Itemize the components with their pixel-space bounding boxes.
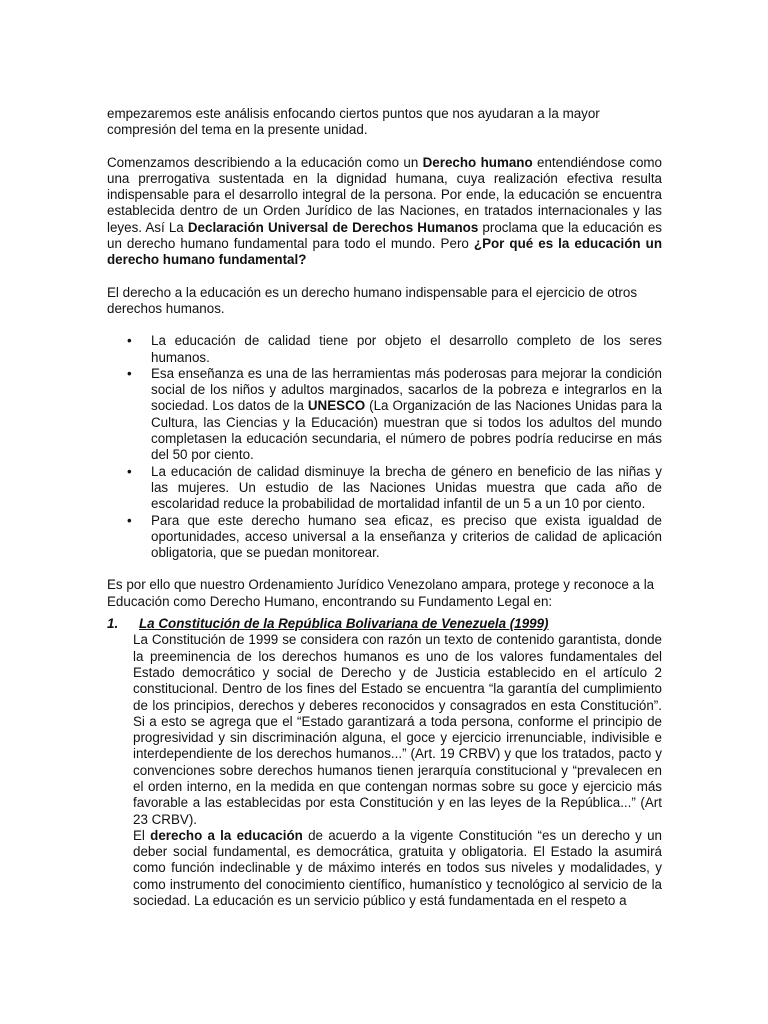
bullet-icon: • <box>127 463 132 479</box>
education-human-right-paragraph: Comenzamos describiendo a la educación como un Derecho humano entendiéndose como una prerrogativa sustentada en la dignidad humana, cuya realización efectiva resulta indispensable para el desarrollo integral de la persona. Por ende, la educación se encuentra establecida dentro de un Orden Jurídico de las Naciones, en tratados internacionales y las leyes. Así La Declaración Universal de Derechos Humanos proclama que la educación es un derecho humano fundamental para todo el mundo. Pero ¿Por qué es la educación un derecho humano fundamental? <box>107 154 663 268</box>
section-number: 1. <box>107 616 119 632</box>
section-body-education-right: El derecho a la educación de acuerdo a la vigente Constitución “es un derecho y un deber social fundamental, es democrática, gratuita y obligatoria. El Estado la asumirá como función indeclinable y de máximo interés en todos sus niveles y modalidades, y como instrumento del conocimiento científico, humanístico y tecnológico al servicio de la sociedad. La educación es un servicio público y está fundamentada en el respeto a <box>133 827 662 909</box>
bullet-icon: • <box>127 333 132 349</box>
section-body: La Constitución de 1999 se considera con razón un texto de contenido garantista, donde la preeminencia de los derechos humanos es uno de los valores fundamentales del Estado democrático y social de Derecho y de Justicia establecido en el artículo 2 constitucional. Dentro de los fines del Estado se encuentra “la garantía del cumplimiento de los principios, derechos y deberes reconocidos y consagrados en esta Constitución”. Si a esto se agrega que el “Estado garantizará a toda persona, conforme el principio de progresividad y sin discriminación alguna, el goce y ejercicio irrenunciable, indivisible e interdependiente de los derechos humanos...” (Art. 19 CRBV) y que los tratados, pacto y convenciones sobre derechos humanos tienen jerarquía constitucional y “prevalecen en el orden interno, en la medida en que contengan normas sobre su goce y ejercicio más favorable a las establecidas por esta Constitución y en las leyes de la República...” (Art 23 CRBV). <box>133 632 662 827</box>
list-item: • La educación de calidad disminuye la brecha de género en beneficio de las niñas y las mujeres. Un estudio de las Naciones Unidas muestra que cada año de escolaridad reduce la probabilidad de mortalidad infantil de un 5 a un 10 por ciento. <box>127 463 662 512</box>
section-constitution <box>107 616 662 909</box>
benefits-list <box>107 333 662 561</box>
legal-foundation-paragraph: Es por ello que nuestro Ordenamiento Jurídico Venezolano ampara, protege y reconoce a la Educación como Derecho Humano, encontrando su Fundamento Legal en: <box>107 577 655 609</box>
term-unesco: UNESCO <box>307 398 366 414</box>
bullet-icon: • <box>127 512 132 528</box>
term-declaracion-universal: Declaración Universal de Derechos Humanos <box>187 219 479 235</box>
term-derecho-educacion: derecho a la educación <box>150 827 303 843</box>
list-item: • La educación de calidad tiene por objeto el desarrollo completo de los seres humanos. <box>127 333 662 365</box>
intro-paragraph: empezaremos este análisis enfocando ciertos puntos que nos ayudaran a la mayor compresión del tema en la presente unidad. <box>107 106 600 138</box>
document-page <box>107 106 662 909</box>
indispensable-right-paragraph: El derecho a la educación es un derecho humano indispensable para el ejercicio de otros derechos humanos. <box>107 284 638 316</box>
section-heading: La Constitución de la República Bolivariana de Venezuela (1999) <box>139 616 549 632</box>
list-item: • Para que este derecho humano sea eficaz, es preciso que exista igualdad de oportunidades, acceso universal a la enseñanza y criterios de calidad de aplicación obligatoria, que se puedan monitorear. <box>127 512 662 561</box>
list-item: • Esa enseñanza es una de las herramientas más poderosas para mejorar la condición social de los niños y adultos marginados, sacarlos de la pobreza e integrarlos en la sociedad. Los datos de la UNESCO (La Organización de las Naciones Unidas para la Cultura, las Ciencias y la Educación) muestran que si todos los adultos del mundo completasen la educación secundaria, el número de pobres podría reducirse en más del 50 por ciento. <box>127 365 662 463</box>
question-why-fundamental: ¿Por qué es la educación un derecho humano fundamental? <box>107 236 662 268</box>
term-derecho-humano: Derecho humano <box>422 154 533 170</box>
bullet-icon: • <box>127 365 132 381</box>
